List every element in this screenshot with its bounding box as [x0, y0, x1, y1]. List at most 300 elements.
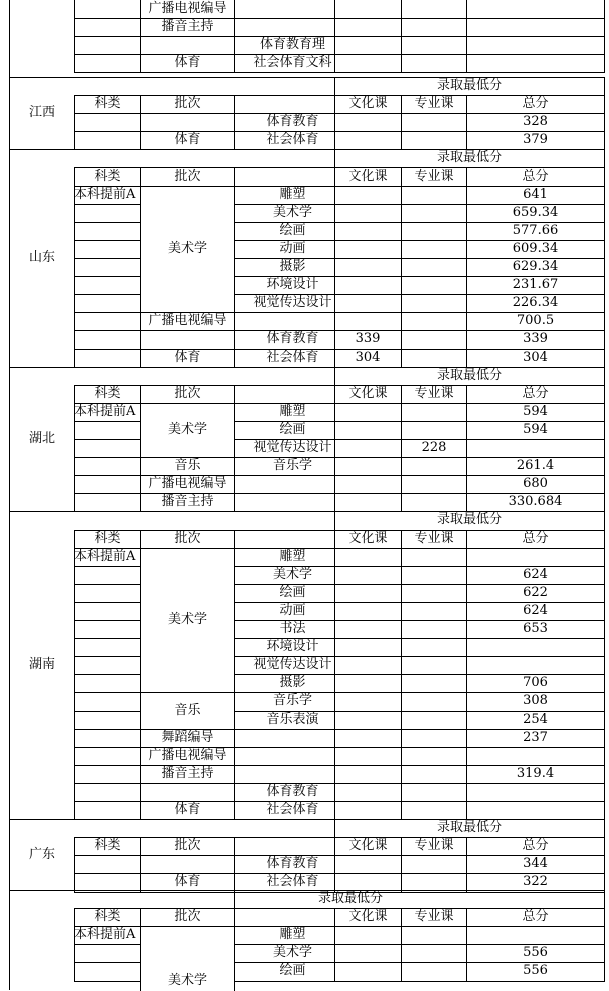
grid-line: [74, 711, 75, 730]
grid-line: [74, 222, 75, 241]
total-header: 总分: [522, 909, 549, 925]
major-cell: 视觉传达设计: [253, 440, 332, 456]
grid-line: [234, 493, 235, 512]
grid-line: [74, 330, 75, 349]
grid-line: [604, 729, 605, 748]
major-cell: 体育教育: [266, 856, 319, 872]
grid-line: [74, 18, 75, 37]
major-cell: 绘画: [279, 421, 306, 437]
grid-line: [604, 294, 605, 313]
grid-line: [604, 638, 605, 657]
grid-line: [401, 113, 402, 132]
first-category-cell: 本科提前A: [74, 927, 136, 943]
grid-line: [234, 131, 235, 150]
grid-line: [74, 747, 141, 748]
grid-line: [234, 330, 235, 349]
art-group-label: 美术学: [167, 612, 207, 627]
grid-line: [604, 602, 605, 621]
grid-line: [401, 638, 402, 657]
culture-score-cell: 304: [355, 349, 381, 365]
pro-score-cell: 228: [421, 440, 447, 456]
major-cell: 社会体育: [266, 802, 319, 818]
total-score-cell: 653: [523, 621, 548, 637]
grid-line: [401, 783, 402, 802]
major-course-header: 专业课: [414, 530, 454, 546]
grid-line: [234, 294, 235, 313]
grid-line: [401, 602, 402, 621]
grid-line: [466, 439, 467, 458]
grid-line: [74, 729, 75, 748]
culture-header: 文化课: [348, 838, 388, 854]
grid-line: [604, 765, 605, 784]
grid-line: [74, 638, 141, 639]
grid-line: [604, 385, 605, 404]
grid-line: [604, 113, 605, 132]
grid-line: [74, 204, 75, 223]
grid-line: [604, 908, 605, 927]
province-label: 江西: [28, 105, 55, 121]
batch-cell: 播音主持: [161, 494, 214, 510]
total-score-cell: 308: [523, 693, 548, 709]
min-score-header: 录取最低分: [436, 820, 502, 836]
grid-line: [74, 439, 141, 440]
grid-line: [234, 602, 235, 621]
province-label: 湖北: [28, 431, 55, 446]
total-score-cell: 226.34: [512, 295, 559, 311]
grid-line: [401, 747, 402, 766]
grid-line: [234, 530, 235, 549]
grid-line: [234, 439, 235, 458]
total-score-cell: 594: [523, 403, 548, 419]
grid-line: [334, 18, 335, 37]
major-cell: 动画: [279, 240, 306, 256]
grid-line: [140, 944, 141, 963]
grid-line: [401, 330, 402, 349]
grid-line: [140, 692, 235, 693]
grid-line: [334, 475, 335, 494]
grid-line: [401, 240, 402, 259]
grid-line: [604, 439, 605, 458]
grid-line: [74, 674, 141, 675]
major-cell: 体育教育理: [259, 37, 325, 53]
grid-line: [74, 711, 141, 712]
grid-line: [74, 493, 141, 494]
grid-line: [604, 530, 605, 549]
grid-line: [234, 167, 235, 186]
grid-line: [234, 385, 235, 404]
grid-line: [74, 855, 75, 874]
grid-line: [604, 421, 605, 440]
major-cell: 环境设计: [266, 639, 319, 655]
grid-line: [140, 783, 235, 784]
grid-line: [604, 962, 605, 981]
total-score-cell: 339: [523, 331, 548, 347]
batch-cell: 舞蹈编导: [161, 729, 214, 745]
first-category-cell: 本科提前A: [74, 403, 136, 419]
batch-header: 批次: [174, 385, 201, 401]
grid-line: [74, 330, 141, 331]
major-cell: 视觉传达设计: [253, 657, 332, 673]
min-score-header: 录取最低分: [436, 367, 502, 383]
grid-line: [234, 276, 235, 295]
grid-line: [234, 729, 235, 748]
total-score-cell: 594: [523, 421, 548, 437]
grid-line: [604, 36, 605, 55]
grid-line: [140, 294, 141, 313]
grid-line: [74, 222, 141, 223]
grid-line: [334, 729, 335, 748]
batch-cell: 广播电视编导: [148, 476, 227, 492]
grid-line: [604, 926, 605, 945]
grid-line: [604, 186, 605, 205]
grid-line: [74, 962, 75, 981]
grid-line: [140, 638, 141, 657]
province-label: 山东: [28, 250, 55, 265]
major-cell: 书法: [279, 621, 306, 637]
grid-line: [140, 584, 141, 603]
grid-line: [74, 349, 141, 350]
batch-cell: 体育: [174, 132, 201, 148]
grid-line: [234, 656, 235, 675]
grid-line: [401, 656, 402, 675]
grid-line: [234, 475, 235, 494]
total-score-cell: 322: [523, 874, 548, 890]
first-category-cell: 本科提前A: [74, 548, 136, 564]
province-label: 广东: [28, 847, 55, 863]
grid-line: [604, 711, 605, 730]
grid-line: [74, 584, 141, 585]
total-score-cell: 344: [523, 856, 548, 872]
total-score-cell: 624: [523, 566, 548, 582]
grid-line: [234, 548, 235, 567]
culture-header: 文化课: [348, 530, 388, 546]
grid-line: [401, 349, 402, 368]
grid-line: [604, 475, 605, 494]
grid-line: [234, 908, 235, 927]
grid-line: [74, 204, 141, 205]
grid-line: [466, 18, 467, 37]
major-cell: 社会体育: [266, 874, 319, 890]
art-group-label: 美术学: [167, 973, 207, 988]
grid-line: [604, 167, 605, 186]
grid-line: [466, 656, 467, 675]
total-score-cell: 629.34: [512, 259, 559, 275]
grid-line: [466, 548, 467, 567]
total-score-cell: 624: [523, 602, 548, 618]
grid-line: [334, 747, 335, 766]
major-cell: 雕塑: [279, 548, 306, 564]
grid-line: [604, 131, 605, 150]
min-score-header: 录取最低分: [436, 78, 502, 94]
major-course-header: 专业课: [414, 909, 454, 925]
batch-cell: 体育: [174, 55, 201, 71]
grid-line: [466, 783, 467, 802]
grid-line: [140, 892, 235, 893]
grid-line: [234, 692, 235, 711]
culture-header: 文化课: [348, 385, 388, 401]
grid-line: [401, 276, 402, 295]
culture-header: 文化课: [348, 168, 388, 184]
batch-cell: 播音主持: [161, 19, 214, 35]
grid-line: [401, 18, 402, 37]
major-cell: 绘画: [279, 222, 306, 238]
grid-line: [140, 783, 141, 802]
grid-line: [74, 240, 141, 241]
batch-cell: 体育: [174, 802, 201, 818]
grid-line: [401, 403, 402, 422]
grid-line: [604, 944, 605, 963]
major-cell: 雕塑: [279, 927, 306, 943]
total-header: 总分: [522, 838, 549, 854]
grid-line: [74, 54, 75, 73]
grid-line: [140, 276, 141, 295]
major-cell: 环境设计: [266, 277, 319, 293]
grid-line: [140, 656, 141, 675]
grid-line: [140, 330, 141, 349]
total-score-cell: 706: [523, 675, 548, 691]
grid-line: [604, 240, 605, 259]
grid-line: [334, 312, 335, 331]
grid-line: [401, 421, 402, 440]
grid-line: [74, 566, 141, 567]
major-cell: 社会体育文科: [253, 55, 332, 71]
grid-line: [604, 548, 605, 567]
grid-line: [234, 36, 235, 55]
grid-line: [401, 457, 402, 476]
grid-line: [401, 222, 402, 241]
batch-header: 批次: [174, 838, 201, 854]
grid-line: [401, 801, 402, 820]
grid-line: [234, 240, 235, 259]
grid-line: [234, 18, 235, 37]
major-cell: 体育教育: [266, 783, 319, 799]
grid-line: [234, 837, 235, 856]
grid-line: [74, 457, 75, 476]
grid-line: [74, 312, 75, 331]
grid-line: [74, 620, 141, 621]
grid-line: [234, 584, 235, 603]
grid-line: [604, 367, 605, 386]
grid-line: [401, 131, 402, 150]
grid-line: [234, 747, 235, 766]
grid-line: [604, 403, 605, 422]
total-score-cell: 556: [523, 963, 548, 979]
grid-line: [401, 584, 402, 603]
batch-header: 批次: [174, 909, 201, 925]
grid-line: [74, 892, 141, 893]
major-course-header: 专业课: [414, 385, 454, 401]
batch-header: 批次: [174, 168, 201, 184]
grid-line: [74, 656, 75, 675]
grid-line: [401, 0, 402, 19]
grid-line: [401, 54, 402, 73]
grid-line: [74, 493, 75, 512]
grid-line: [401, 548, 402, 567]
grid-line: [74, 240, 75, 259]
province-label: 湖南: [28, 657, 55, 673]
grid-line: [234, 113, 235, 132]
grid-line: [401, 204, 402, 223]
major-cell: 美术学: [272, 204, 312, 220]
grid-line: [74, 36, 75, 55]
grid-line: [334, 765, 335, 784]
grid-line: [401, 765, 402, 784]
grid-line: [466, 801, 467, 820]
culture-score-cell: 339: [355, 331, 381, 347]
grid-line: [74, 294, 75, 313]
grid-line: [234, 186, 235, 205]
grid-line: [74, 113, 75, 132]
major-course-header: 专业课: [414, 838, 454, 854]
total-score-cell: 330.684: [508, 494, 563, 510]
category-header: 科类: [94, 838, 121, 854]
grid-line: [604, 312, 605, 331]
grid-line: [74, 584, 75, 603]
grid-line: [401, 855, 402, 874]
category-header: 科类: [94, 168, 121, 184]
grid-line: [74, 801, 141, 802]
grid-line: [74, 747, 75, 766]
grid-line: [234, 674, 235, 693]
grid-line: [466, 638, 467, 657]
batch-cell: 广播电视编导: [148, 1, 227, 17]
grid-line: [604, 855, 605, 874]
grid-line: [234, 747, 605, 748]
category-header: 科类: [94, 385, 121, 401]
grid-line: [74, 457, 141, 458]
major-cell: 体育教育: [266, 114, 319, 130]
grid-line: [466, 926, 467, 945]
major-cell: 音乐表演: [266, 711, 319, 727]
grid-line: [234, 403, 235, 422]
batch-cell: 体育: [174, 349, 201, 365]
grid-line: [74, 656, 141, 657]
grid-line: [604, 457, 605, 476]
grid-line: [401, 944, 402, 963]
grid-line: [401, 692, 402, 711]
grid-line: [334, 493, 335, 512]
grid-line: [140, 674, 141, 693]
grid-line: [74, 620, 75, 639]
major-cell: 雕塑: [279, 186, 306, 202]
major-cell: 音乐学: [272, 458, 312, 474]
total-score-cell: 319.4: [516, 765, 555, 781]
major-cell: 社会体育: [266, 132, 319, 148]
total-header: 总分: [522, 530, 549, 546]
min-score-header: 录取最低分: [317, 891, 383, 907]
grid-line: [401, 36, 402, 55]
grid-line: [74, 312, 141, 313]
grid-line: [234, 638, 235, 657]
culture-header: 文化课: [348, 909, 388, 925]
grid-line: [140, 855, 141, 874]
total-score-cell: 304: [523, 349, 548, 365]
grid-line: [140, 222, 141, 241]
grid-line: [401, 962, 402, 981]
grid-line: [401, 493, 402, 512]
total-score-cell: 641: [523, 186, 548, 202]
total-score-cell: 328: [523, 114, 548, 130]
grid-line: [604, 18, 605, 37]
grid-line: [234, 54, 235, 73]
grid-line: [74, 783, 141, 784]
grid-line: [604, 584, 605, 603]
grid-line: [74, 801, 75, 820]
major-cell: 绘画: [279, 584, 306, 600]
total-score-cell: 659.34: [512, 204, 559, 220]
grid-line: [74, 131, 141, 132]
grid-line: [466, 54, 467, 73]
grid-line: [604, 95, 605, 114]
grid-line: [604, 258, 605, 277]
grid-line: [74, 0, 75, 19]
grid-line: [74, 294, 141, 295]
total-score-cell: 254: [523, 711, 548, 727]
grid-line: [74, 638, 75, 657]
grid-line: [604, 656, 605, 675]
grid-line: [401, 312, 402, 331]
grid-line: [74, 674, 75, 693]
art-group-label: 美术学: [167, 240, 207, 256]
grid-line: [74, 276, 141, 277]
grid-line: [401, 711, 402, 730]
major-cell: 视觉传达设计: [253, 295, 332, 311]
grid-line: [234, 855, 235, 874]
grid-line: [140, 566, 141, 585]
grid-line: [234, 981, 235, 991]
grid-line: [604, 349, 605, 368]
grid-line: [234, 566, 235, 585]
grid-line: [334, 0, 335, 19]
grid-line: [604, 890, 605, 909]
batch-cell: 体育: [174, 874, 201, 890]
grid-line: [74, 692, 75, 711]
grid-line: [604, 330, 605, 349]
grid-line: [74, 276, 75, 295]
total-score-cell: 700.5: [516, 313, 555, 329]
grid-line: [401, 620, 402, 639]
total-score-cell: 622: [523, 584, 548, 600]
grid-line: [74, 765, 75, 784]
grid-line: [604, 783, 605, 802]
major-cell: 社会体育: [266, 349, 319, 365]
category-header: 科类: [94, 530, 121, 546]
grid-line: [234, 349, 235, 368]
grid-line: [74, 421, 141, 422]
grid-line: [234, 944, 235, 963]
major-course-header: 专业课: [414, 168, 454, 184]
grid-line: [140, 36, 141, 55]
first-category-cell: 本科提前A: [74, 186, 136, 202]
major-cell: 雕塑: [279, 403, 306, 419]
grid-line: [604, 801, 605, 820]
grid-line: [604, 204, 605, 223]
major-cell: 摄影: [279, 675, 306, 691]
grid-line: [401, 186, 402, 205]
grid-line: [74, 566, 75, 585]
grid-line: [466, 0, 467, 19]
grid-line: [234, 783, 235, 802]
grid-line: [74, 765, 141, 766]
grid-line: [604, 0, 605, 19]
grid-line: [604, 276, 605, 295]
total-score-cell: 231.67: [512, 277, 559, 293]
grid-line: [140, 113, 141, 132]
total-score-cell: 609.34: [512, 240, 559, 256]
art-group-label: 美术学: [167, 421, 207, 437]
grid-line: [74, 944, 75, 963]
grid-line: [604, 674, 605, 693]
